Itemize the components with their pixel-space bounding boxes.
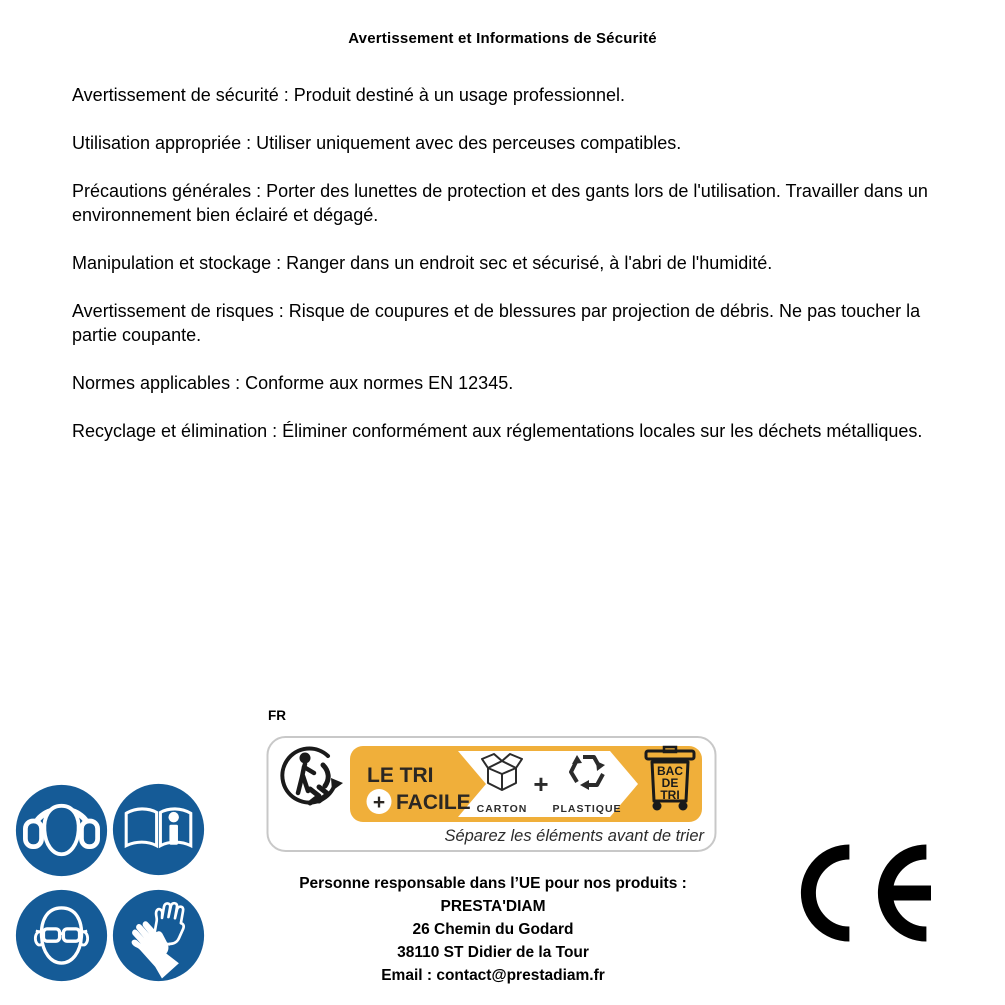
svg-text:TRI: TRI (660, 788, 680, 802)
ear-protection-icon (14, 783, 109, 878)
eye-protection-icon (14, 888, 109, 983)
responsible-intro: Personne responsable dans l’UE pour nos produits : (299, 875, 687, 892)
responsible-person-block (253, 872, 733, 987)
address-street: 26 Chemin du Godard (412, 921, 574, 938)
safety-pictograms (14, 782, 209, 987)
paragraph-precautions: Précautions générales : Porter des lunettes de protection et des gants lors de l'utilisation. Travailler dans un environnement bien éclairé et dégagé. (72, 181, 928, 225)
paragraph-stockage: Manipulation et stockage : Ranger dans un endroit sec et sécurisé, à l'abri de l'humidité. (72, 253, 773, 273)
paragraph-utilisation: Utilisation appropriée : Utiliser uniquement avec des perceuses compatibles. (72, 133, 682, 153)
tri-tagline: Séparez les éléments avant de trier (444, 827, 704, 845)
paragraph-normes: Normes applicables : Conforme aux normes EN 12345. (72, 373, 514, 393)
protective-gloves-icon (111, 888, 206, 983)
safety-text-block (72, 83, 937, 467)
company-name: PRESTA'DIAM (440, 898, 546, 915)
material2-label: PLASTIQUE (552, 803, 622, 815)
read-manual-icon (111, 782, 206, 877)
banner-line1: LE TRI (367, 764, 434, 787)
tri-facile-label (266, 735, 718, 855)
ce-mark-icon (798, 841, 938, 945)
materials-plus: + (533, 769, 549, 799)
paragraph-risques: Avertissement de risques : Risque de coupures et de blessures par projection de débris. Ne pas toucher la partie coupante. (72, 301, 921, 345)
banner-line2: FACILE (396, 791, 471, 814)
paragraph-securite: Avertissement de sécurité : Produit destiné à un usage professionnel. (72, 85, 625, 105)
country-code-label: FR (268, 708, 286, 723)
paragraph-recyclage: Recyclage et élimination : Éliminer conformément aux réglementations locales sur les déchets métalliques. (72, 421, 923, 441)
svg-text:BAC: BAC (657, 764, 683, 778)
material1-label: CARTON (476, 803, 528, 815)
banner-plus: + (372, 791, 386, 814)
page-title: Avertissement et Informations de Sécurité (348, 30, 657, 47)
svg-text:DE: DE (661, 776, 679, 790)
address-city: 38110 ST Didier de la Tour (397, 944, 589, 961)
contact-email: Email : contact@prestadiam.fr (381, 967, 605, 984)
